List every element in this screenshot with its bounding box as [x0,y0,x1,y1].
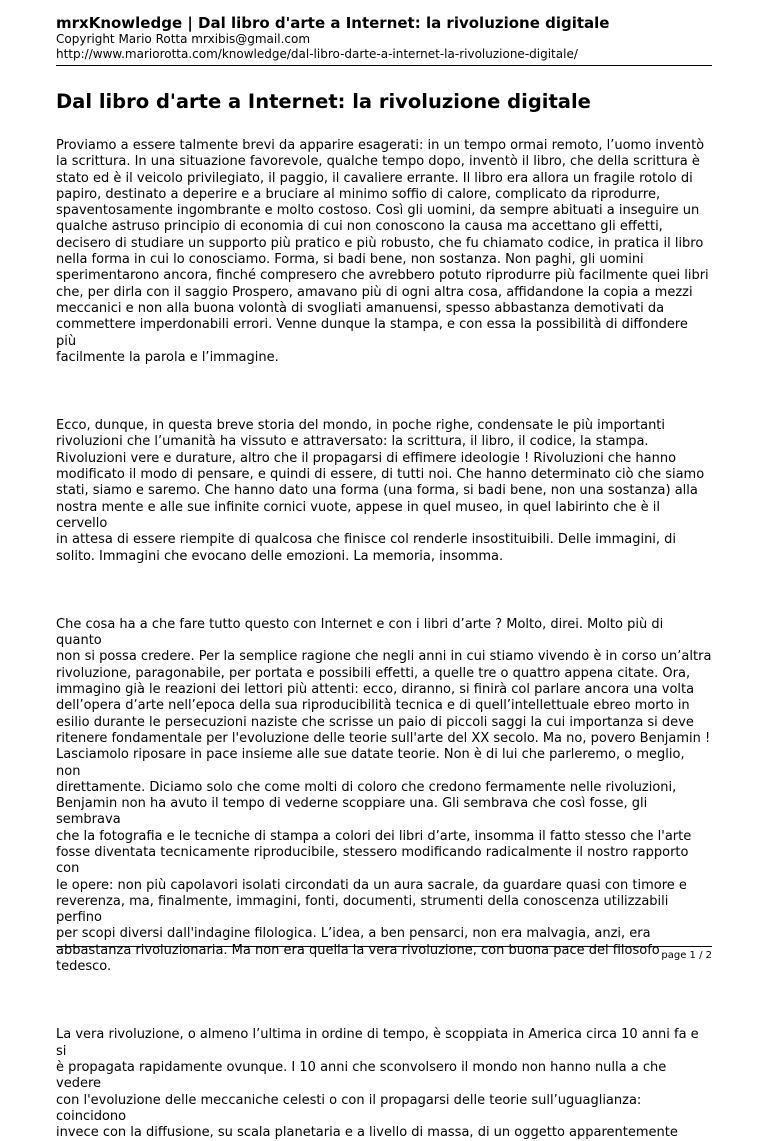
paragraph: Che cosa ha a che fare tutto questo con Internet e con i libri d’arte ? Molto, direi. Molto più di quanto non si possa credere. Per la semplice ragione che negli anni in cui stiamo vivendo è in corso un’altra rivoluzione, paragonabile, per portata e possibili effetti, a quelle tre o quattro appena citate. Ora, immagino già le reazioni dei lettori più attenti: ecco, diranno, si finirà col parlare ancora una volta dell’opera d’arte nell’epoca della sua riproducibilità tecnica e di quell’intellettuale ebreo morto in esilio durante le persecuzioni naziste che scrisse un paio di piccoli saggi la cui importanza si deve ritenere fondamentale per l'evoluzione delle teorie sull'arte del XX secolo. Ma no, povero Benjamin ! Lasciamolo riposare in pace insieme alle sue datate teorie. Non è di lui che parleremo, o meglio, non direttamente. Diciamo solo che come molti di coloro che credono fermamente nelle rivoluzioni, Benjamin non ha avuto il tempo di vederne scoppiare una. Gli sembrava che così fosse, gli sembrava che la fotografia e le tecniche di stampa a colori dei libri d’arte, insomma il fatto stesso che l'arte fosse diventata tecnicamente riproducibile, stessero modificando radicalmente il nostro rapporto con le opere: non più capolavori isolati circondati da un aura sacrale, da guardare quasi con timore e reverenza, ma, finalmente, immagini, fonti, documenti, strumenti della conoscenza utilizzabili perfino per scopi diversi dall'indagine filologica. L’idea, a ben pensarci, non era malvagia, anzi, era abbastanza rivoluzionaria. Ma non era quella la vera rivoluzione, con buona pace del filosofo tedesco. [56,616,712,975]
paragraph: Ecco, dunque, in questa breve storia del mondo, in poche righe, condensate le più importanti rivoluzioni che l’umanità ha vissuto e attraversato: la scrittura, il libro, il codice, la stampa. Rivoluzioni vere e durature, altro che il propagarsi di effimere ideologie ! Rivoluzioni che hanno modificato il modo di pensare, e quindi di essere, di tutti noi. Che hanno determinato ciò che siamo stati, siamo e saremo. Che hanno dato una forma (una forma, si badi bene, non una sostanza) alla nostra mente e alle sue infinite cornici vuote, appese in quel museo, in quel labirinto che è il cervello in attesa di essere riempite di qualcosa che finisce col renderle insostituibili. Delle immagini, di solito. Immagini che evocano delle emozioni. La memoria, insomma. [56,418,705,564]
paragraph: Proviamo a essere talmente brevi da apparire esagerati: in un tempo ormai remoto, l’uomo inventò la scrittura. In una situazione favorevole, qualche tempo dopo, inventò il libro, che della scrittura è stato ed è il veicolo privilegiato, il paggio, il cavaliere errante. Il libro era allora un fragile rotolo di papiro, destinato a deperire e a bruciare al minimo soffio di calore, complicato da riprodurre, spaventosamente ingombrante e molto costoso. Così gli uomini, da sempre abituati a inseguire un qualche astruso principio di economia di cui non conoscono la causa ma accettano gli effetti, decisero di studiare un supporto più pratico e più robusto, che fu chiamato codice, in pratica il libro nella forma in cui lo conosciamo. Forma, si badi bene, non sostanza. Non paghi, gli uomini sperimentarono ancora, finché compresero che avrebbero potuto riprodurre più facilmente quei libri che, per dirla con il saggio Prospero, amavano più di ogni altra cosa, affidandone la copia a mezzi meccanici e non alla buona volontà di svogliati amanuensi, spesso abbastanza demotivati da commettere imperdonabili errori. Venne dunque la stampa, e con essa la possibilità di diffondere più facilmente la parola e l’immagine. [56,138,709,365]
document-header [56,14,712,62]
article-title: Dal libro d'arte a Internet: la rivoluzione digitale [56,90,591,113]
article-body [56,138,712,1141]
footer-divider [56,946,712,947]
page-number: page 1 / 2 [661,950,712,961]
site-title: mrxKnowledge | Dal libro d'arte a Internet: la rivoluzione digitale [56,14,610,32]
source-url[interactable]: http://www.mariorotta.com/knowledge/dal-libro-darte-a-internet-la-rivoluzione-digitale/ [56,47,578,61]
paragraph: La vera rivoluzione, o almeno l’ultima in ordine di tempo, è scoppiata in America circa 10 anni fa e si è propagata rapidamente ovunque. I 10 anni che sconvolsero il mondo non hanno nulla a che vedere con l'evoluzione delle meccaniche celesti o con il propagarsi delle teorie sull’uguaglianza: coincidono invece con la diffusione, su scala planetaria e a livello di massa, di un oggetto apparentemente [56,1027,699,1141]
copyright-line: Copyright Mario Rotta mrxibis@gmail.com [56,32,311,46]
header-divider [56,65,712,66]
